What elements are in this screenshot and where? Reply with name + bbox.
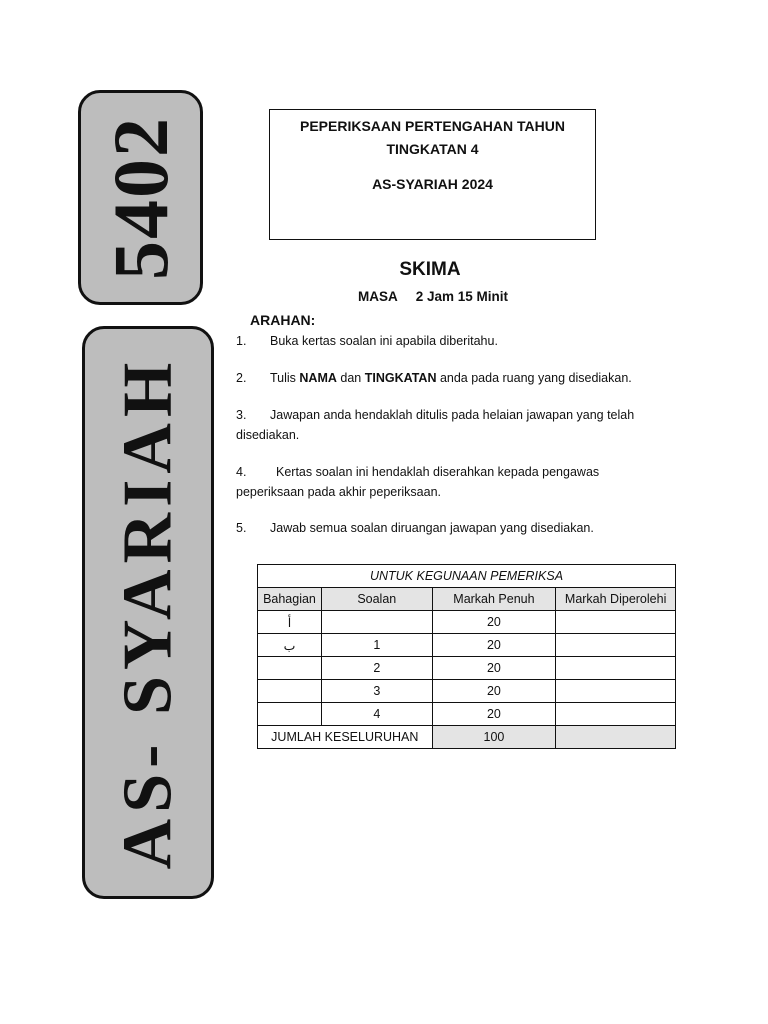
table-row	[258, 611, 676, 634]
column-header: Bahagian	[258, 588, 322, 611]
instruction-number: 2.	[236, 371, 247, 385]
full-marks-cell: 20	[432, 703, 556, 726]
instruction-number: 5.	[236, 521, 247, 535]
section-cell	[258, 703, 322, 726]
instruction-text: Jawapan anda hendaklah ditulis pada helaian jawapan yang telah disediakan.	[236, 408, 635, 442]
instruction-text: Jawab semua soalan diruangan jawapan yang disediakan.	[270, 521, 594, 535]
question-cell: 1	[321, 634, 432, 657]
section-cell: أ	[258, 611, 322, 634]
instruction-number: 3.	[236, 408, 247, 422]
instruction-item	[236, 368, 656, 388]
table-row	[258, 680, 676, 703]
question-cell: 2	[321, 657, 432, 680]
table-caption: UNTUK KEGUNAAN PEMERIKSA	[258, 565, 676, 588]
duration-value: 2 Jam 15 Minit	[415, 289, 509, 304]
instruction-item	[236, 405, 656, 445]
section-cell	[258, 657, 322, 680]
obtained-marks-cell[interactable]	[556, 703, 676, 726]
instruction-item	[236, 331, 656, 351]
subject-name: AS- SYARIAH	[109, 356, 187, 869]
subject-name-box	[82, 326, 214, 899]
total-label: JUMLAH KESELURUHAN	[258, 726, 433, 749]
exam-form: TINGKATAN 4	[386, 141, 479, 157]
section-cell: ب	[258, 634, 322, 657]
full-marks-cell: 20	[432, 657, 556, 680]
instruction-number: 4.	[236, 465, 247, 479]
column-header: Markah Penuh	[432, 588, 556, 611]
instruction-item	[236, 518, 656, 538]
total-obtained-cell[interactable]	[556, 726, 676, 749]
table-row	[258, 703, 676, 726]
exam-title: PEPERIKSAAN PERTENGAHAN TAHUN	[300, 118, 565, 134]
table-row	[258, 657, 676, 680]
exam-title-box	[269, 109, 596, 240]
subject-code-box	[78, 90, 203, 305]
duration-label: MASA	[358, 289, 398, 304]
instruction-text: Tulis	[270, 371, 300, 385]
exam-subject-year: AS-SYARIAH 2024	[372, 176, 493, 192]
full-marks-cell: 20	[432, 634, 556, 657]
instruction-text: anda pada ruang yang disediakan.	[436, 371, 632, 385]
scheme-title: SKIMA	[399, 259, 461, 280]
question-cell: 3	[321, 680, 432, 703]
obtained-marks-cell[interactable]	[556, 657, 676, 680]
question-cell: 4	[321, 703, 432, 726]
full-marks-cell: 20	[432, 611, 556, 634]
instruction-item	[236, 462, 656, 502]
instruction-bold-form: TINGKATAN	[364, 371, 437, 385]
column-header: Markah Diperolehi	[556, 588, 676, 611]
instructions-heading: ARAHAN:	[250, 312, 316, 328]
section-cell	[258, 680, 322, 703]
instruction-text: Buka kertas soalan ini apabila diberitahu.	[270, 334, 498, 348]
obtained-marks-cell[interactable]	[556, 611, 676, 634]
obtained-marks-cell[interactable]	[556, 634, 676, 657]
obtained-marks-cell[interactable]	[556, 680, 676, 703]
table-row	[258, 634, 676, 657]
column-header: Soalan	[321, 588, 432, 611]
duration	[358, 289, 508, 304]
instruction-number: 1.	[236, 334, 247, 348]
instruction-bold-name: NAMA	[299, 371, 337, 385]
total-value: 100	[432, 726, 556, 749]
total-row	[258, 726, 676, 749]
instruction-text: Kertas soalan ini hendaklah diserahkan kepada pengawas peperiksaan pada akhir peperiksaan.	[236, 465, 600, 499]
full-marks-cell: 20	[432, 680, 556, 703]
examiner-table	[257, 564, 676, 749]
instruction-text: dan	[336, 371, 365, 385]
question-cell	[321, 611, 432, 634]
subject-code: 5402	[96, 115, 184, 280]
